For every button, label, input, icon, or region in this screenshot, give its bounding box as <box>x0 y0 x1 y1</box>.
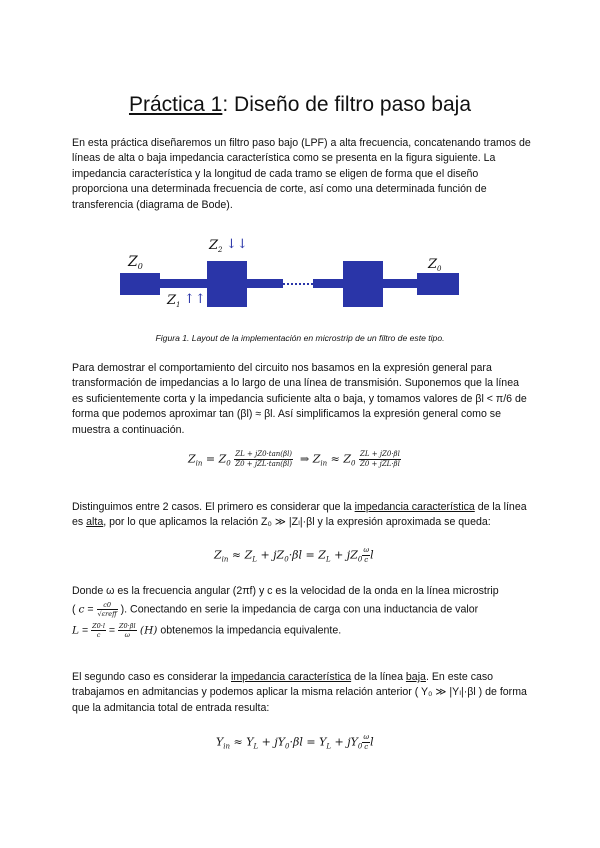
equation-1: $Z_{in} = Z_0$ $\frac{ZL + jZ0\cdot\tan(\beta l)}{\text{Z0 + jZL·tan(βl)}}$ ⇒ $Z_{in} \approx Z_0$ $\frac{ZL + jZ0\cdot\beta l}{\text{Z0 + jZL·βl}}$ <box>188 450 400 468</box>
microstrip-figure <box>115 232 465 320</box>
title-prefix: Práctica 1 <box>128 93 223 116</box>
block-wide-2 <box>343 261 383 307</box>
paragraph-2: Para demostrar el comportamiento del circuito nos basamos en la expresión general para transformación de impedancias a lo largo de una línea de transmisión. Suponemos que la línea es suficientemente corta y la impedancia suficiente alta o baja, y tomamos valores de βl < π/6 de forma que podemos aproximar tan (βl) ≈ βl. Así simplificamos la expresión general como se muestra a continuación. <box>72 362 527 436</box>
paragraph-5: El segundo caso es considerar la impedancia característica de la línea baja. En este caso trabajamos en admitancias y podemos aplicar la misma relación anterior ( Y₀ ≫ |Yₗ|·βl ) de forma que la admitancia total de entrada resulta: <box>72 671 527 714</box>
line-thin-2 <box>247 279 283 288</box>
label-z0-left: $Z_0$ <box>128 254 143 271</box>
link-alta[interactable]: alta <box>86 516 104 529</box>
figure-caption: Figura 1. Layout de la implementación en microstrip de un filtro de este tipo. <box>155 333 445 343</box>
paragraph-4: Donde ω es la frecuencia angular (2πf) y c es la velocidad de la onda en la línea microstrip ( c = $\frac{c0}{\text{√εreff}}$ ). Conectando en serie la impedancia de carga con una inductancia de valor L = $\frac{Z0\cdot l}{c}$ = $\frac{Z0\cdot\beta l}{\omega}$ (H) obtenemos la impedancia equivalente. <box>72 585 499 640</box>
line-thin-1 <box>160 279 207 288</box>
paragraph-3: Distinguimos entre 2 casos. El primero es considerar que la impedancia característica de la línea es alta, por lo que aplicamos la relación Z₀ ≫ |Zₗ|·βl y la expresión aproximada se queda: <box>72 501 527 529</box>
intro-paragraph: En esta práctica diseñaremos un filtro paso bajo (LPF) a alta frecuencia, concatenando tramos de líneas de alta o baja impedancia característica como se presenta en la figura siguiente. La impedancia característica y la longitud de cada tramo se eligen de forma que el diseño proporciona una determinada frecuencia de corte, así como una determinada función de transferencia (diagrama de Bode). <box>72 137 531 211</box>
line-thin-4 <box>383 279 417 288</box>
link-impedancia-caracteristica-1[interactable]: impedancia característica <box>354 501 475 513</box>
label-z0-right: $Z_0$ <box>428 257 442 273</box>
port-left <box>120 273 160 295</box>
page-title <box>0 93 600 117</box>
label-z2-arrows: ↓↓ <box>226 237 248 252</box>
port-right <box>417 273 459 295</box>
link-impedancia-caracteristica-2[interactable]: impedancia característica <box>231 671 352 683</box>
link-baja[interactable]: baja <box>405 671 426 683</box>
label-z2: $Z_2$ <box>209 238 223 254</box>
label-z1-arrows: ↑↑ <box>184 292 206 307</box>
block-wide-1 <box>207 261 247 307</box>
label-z1: $Z_1$ <box>167 293 181 309</box>
line-thin-3 <box>313 279 343 288</box>
equation-2: $Z_{in} \approx Z_L + jZ_0\cdot\beta l = Z_L + jZ_0$ $\frac{\omega}{c}$ l <box>214 546 374 564</box>
equation-3: $Y_{in} \approx Y_L + jY_0\cdot\beta l = Y_L + jY_0$ $\frac{\omega}{c}$ l <box>216 733 374 751</box>
title-rest: : Diseño de filtro paso baja <box>222 93 472 116</box>
